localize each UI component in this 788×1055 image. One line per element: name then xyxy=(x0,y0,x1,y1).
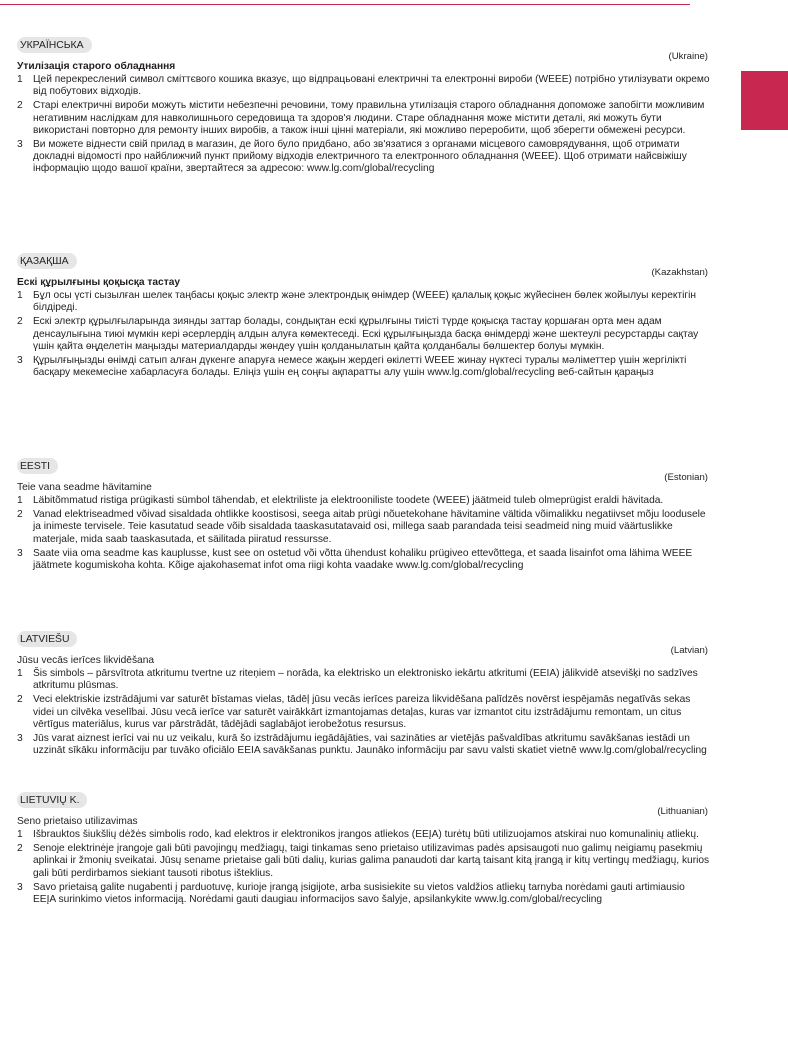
section-heading: Ескі құрылғыны қоқысқа тастау xyxy=(17,277,181,288)
list-item: 2 Veci elektriskie izstrādājumi var saturēt bīstamas vielas, tādēļ jūsu vecās ierīces pareiza likvidēšana palīdzēs novērst iespējamās negatīvās sekas videi un cilvēka veselībai. Jūsu vecā ierīce var saturēt vairākkārt izmantojamas detaļas, kuras var izmantot citu izstrādājumu remontam, un citus vērtīgus materiālus, kurus var pārstrādāt, tādējādi saglabājot ierobežotus resursus. xyxy=(17,694,691,730)
item-text: Бұл осы үсті сызылған шелек таңбасы қоқыс электр және электрондық өнімдер (WEEE) қалалық қоқыс жүйесінен бөлек жойылуы керектігін білдіреді. xyxy=(33,290,696,314)
item-text: Ви можете віднести свій прилад в магазин, де його було придбано, або зв'язатися з органами місцевого самоврядування, щоб отримати докладні відомості про найближчий пункт прийому відходів електричного та електронного обладнання (WEEE). Щоб отримати найсвіжішу інформацію щодо вашої країни, звертайтеся за адресою: www.lg.com/global/recycling xyxy=(33,139,687,175)
language-label: LIETUVIŲ K. xyxy=(17,792,87,808)
list-item: 2 Старі електричні вироби можуть містити небезпечні речовини, тому правильна утилізація старого обладнання допоможе запобігти можливим негативним наслідкам для навколишнього середовища та здоров'я людини. Старе обладнання може містити деталі, які можуть бути використані повторно для ремонту інших виробів, а також інші цінні матеріали, які можливо переробити, щоб зберегти обмежені ресурси. xyxy=(17,100,705,136)
item-text: Цей перекреслений символ сміттєвого кошика вказує, що відпрацьовані електричні та електронні вироби (WEEE) потрібно утилізувати окремо від побутових відходів. xyxy=(33,74,710,98)
list-item: 3 Ви можете віднести свій прилад в магазин, де його було придбано, або зв'язатися з органами місцевого самоврядування, щоб отримати докладні відомості про найближчий пункт прийому відходів електричного та електронного обладнання (WEEE). Щоб отримати найсвіжішу інформацію щодо вашої країни, звертайтеся за адресою: www.lg.com/global/recycling xyxy=(17,139,687,175)
country-label: (Latvian) xyxy=(670,645,708,656)
language-label: ҚАЗАҚША xyxy=(17,253,77,269)
item-text: Ескі электр құрылғыларында зиянды заттар болады, сондықтан ескі құрылғыны тиісті түрде қоқысқа тастау қоршаған орта мен адам денсаулығына тиюі мүмкін кері әсерлердің алдын алуға көмектеседі. Ескі құрылғыңызда басқа өнімдерді және шектеулі ресурстарды сақтау үшін қайта өңделетін маңызды материалдарды жөндеу үшін қолданылатын қайта қолданбалы бөлшектер болуы мүмкін. xyxy=(33,316,699,352)
country-label: (Kazakhstan) xyxy=(651,267,708,278)
item-text: Senoje elektrinėje įrangoje gali būti pavojingų medžiagų, taigi tinkamas seno prietaiso utilizavimas padės apsisaugoti nuo galimų neigiamų pasekmių aplinkai ir žmonių sveikatai. Jūsų sename prietaise gali būti dalių, kurias galima panaudoti dar kartą taisant kitą įrangą ir kitų vertingų medžiagų, kurios gali būti perdirbamos siekiant tausoti ribotus išteklius. xyxy=(33,843,710,879)
document-body xyxy=(17,35,710,908)
section-kazakh xyxy=(17,251,710,456)
top-rule xyxy=(0,4,690,5)
list-item: 1 Išbrauktos šiukšlių dėžės simbolis rodo, kad elektros ir elektronikos įrangos atliekos (EEĮA) turėtų būti utilizuojamos atskirai nuo komunalinių atliekų. xyxy=(17,829,699,840)
item-list xyxy=(17,290,710,379)
list-item: 1 Läbitõmmatud ristiga prügikasti sümbol tähendab, et elektriliste ja elektrooniliste toodete (WEEE) jäätmeid tuleb olmeprügist eraldi hävitada. xyxy=(17,495,664,506)
language-label: УКРАЇНСЬКА xyxy=(17,37,92,53)
side-tab xyxy=(741,71,788,130)
item-list xyxy=(17,668,710,757)
item-text: Läbitõmmatud ristiga prügikasti sümbol tähendab, et elektriliste ja elektrooniliste toodete (WEEE) jäätmeid tuleb olmeprügist eraldi hävitada. xyxy=(33,495,664,506)
list-item: 1 Šis simbols – pārsvītrota atkritumu tvertne uz riteņiem – norāda, ka elektrisko un elektronisko iekārtu atkritumi (EEIA) jālikvidē atsevišķi no sadzīves atkritumu plūsmas. xyxy=(17,668,698,692)
item-text: Құрылғыңызды өнімді сатып алған дүкенге апаруға немесе жақын жердегі өкілетті WEEE жинау нүктесі туралы мәліметтер үшін жергілікті басқару мекемесіне хабарласуға болады. Еліңіз үшін ең соңғы ақпаратты алу үшін www.lg.com/global/recycling веб-сайтын қараңыз xyxy=(33,355,687,379)
item-text: Išbrauktos šiukšlių dėžės simbolis rodo, kad elektros ir elektronikos įrangos atliekos (EEĮA) turėtų būti utilizuojamos atskirai nuo komunalinių atliekų. xyxy=(33,829,699,840)
language-label: LATVIEŠU xyxy=(17,631,77,647)
list-item: 2 Senoje elektrinėje įrangoje gali būti pavojingų medžiagų, taigi tinkamas seno prietaiso utilizavimas padės apsisaugoti nuo galimų neigiamų pasekmių aplinkai ir žmonių sveikatai. Jūsų sename prietaise gali būti dalių, kurias galima panaudoti dar kartą taisant kitą įrangą ir kitų vertingų medžiagų, kurios gali būti perdirbamos siekiant tausoti ribotus išteklius. xyxy=(17,843,710,879)
item-text: Šis simbols – pārsvītrota atkritumu tvertne uz riteņiem – norāda, ka elektrisko un elektronisko iekārtu atkritumi (EEIA) jālikvidē atsevišķi no sadzīves atkritumu plūsmas. xyxy=(33,668,698,692)
section-heading: Seno prietaiso utilizavimas xyxy=(17,816,138,827)
section-lithuanian xyxy=(17,790,710,906)
list-item: 1 Бұл осы үсті сызылған шелек таңбасы қоқыс электр және электрондық өнімдер (WEEE) қалалық қоқыс жүйесінен бөлек жойылуы керектігін білдіреді. xyxy=(17,290,696,314)
section-latvian xyxy=(17,629,710,790)
country-label: (Estonian) xyxy=(664,472,708,483)
list-item: 3 Jūs varat aiznest ierīci vai nu uz veikalu, kurā šo izstrādājumu iegādājāties, vai sazināties ar vietējās pašvaldības atkritumu savākšanas iestādi un uzzināt sīkāku informāciju par tuvāko oficiālo EEIA savākšanas punktu. Jaunāko informāciju par savu valsti skatiet vietnē www.lg.com/global/recycling xyxy=(17,733,707,757)
language-label: EESTI xyxy=(17,458,58,474)
item-text: Veci elektriskie izstrādājumi var saturēt bīstamas vielas, tādēļ jūsu vecās ierīces pareiza likvidēšana palīdzēs novērst iespējamās negatīvās sekas videi un cilvēka veselībai. Jūsu vecā ierīce var saturēt vairākkārt izmantojamas detaļas, kuras var izmantot citu izstrādājumu remontam, un citus vērtīgus materiālus, kurus var pārstrādāt, tādējādi saglabājot ierobežotus resursus. xyxy=(33,694,691,730)
section-heading: Jūsu vecās ierīces likvidēšana xyxy=(17,655,155,666)
item-text: Saate viia oma seadme kas kauplusse, kust see on ostetud või võtta ühendust kohaliku prügiveo ettevõttega, et saada lisainfot oma lähima WEEE jäätmete kogumiskoha kohta. Kõige ajakohasemat infot oma riigi kohta vaadake www.lg.com/global/recycling xyxy=(33,547,693,572)
list-item: 1 Цей перекреслений символ сміттєвого кошика вказує, що відпрацьовані електричні та електронні вироби (WEEE) потрібно утилізувати окремо від побутових відходів. xyxy=(17,74,710,98)
list-item: 2 Ескі электр құрылғыларында зиянды заттар болады, сондықтан ескі құрылғыны тиісті түрде қоқысқа тастау қоршаған орта мен адам денсаулығына тиюі мүмкін кері әсерлердің алдын алуға көмектеседі. Ескі құрылғыңызда басқа өнімдерді және шектеулі ресурстарды сақтау үшін қайта өңделетін маңызды материалдарды жөндеу үшін қолданылатын қайта қолданбалы бөлшектер болуы мүмкін. xyxy=(17,316,699,352)
item-text: Старі електричні вироби можуть містити небезпечні речовини, тому правильна утилізація старого обладнання допоможе запобігти можливим негативним наслідкам для навколишнього середовища та здоров'я людини. Старе обладнання може містити деталі, які можуть бути використані повторно для ремонту інших виробів, а також інші цінні матеріали, які можливо переробити, щоб зберегти обмежені ресурси. xyxy=(33,100,705,136)
section-heading: Teie vana seadme hävitamine xyxy=(17,482,152,493)
country-label: (Ukraine) xyxy=(668,51,708,62)
section-estonian xyxy=(17,456,710,629)
section-heading: Утилізація старого обладнання xyxy=(17,61,176,72)
item-list xyxy=(17,74,710,176)
list-item: 3 Savo prietaisą galite nugabenti į parduotuvę, kurioje įrangą įsigijote, arba susisiekite su vietos valdžios atliekų tarnyba norėdami gauti artimiausio EEĮA surinkimo vietos informaciją. Norėdami gauti daugiau informacijos savo šalyje, apsilankykite www.lg.com/global/recycling xyxy=(17,881,685,906)
item-text: Jūs varat aiznest ierīci vai nu uz veikalu, kurā šo izstrādājumu iegādājāties, vai sazināties ar vietējās pašvaldības atkritumu savākšanas iestādi un uzzināt sīkāku informāciju par tuvāko oficiālo EEIA savākšanas punktu. Jaunāko informāciju par savu valsti skatiet vietnē www.lg.com/global/recycling xyxy=(33,733,707,757)
country-label: (Lithuanian) xyxy=(657,806,708,817)
item-list xyxy=(17,495,710,572)
list-item: 2 Vanad elektriseadmed võivad sisaldada ohtlikke koostisosi, seega aitab prügi nõuetekohane hävitamine vältida võimalikku negatiivset mõju loodusele ja inimeste tervisele. Teie kasutatud seade võib sisaldada taaskasutatavaid osi, millega saab parandada teisi seadmeid ning muid väärtuslikke materjale, mida saab taaskasutada, et säilitada piiratud ressursse. xyxy=(17,509,706,545)
list-item: 3 Құрылғыңызды өнімді сатып алған дүкенге апаруға немесе жақын жердегі өкілетті WEEE жинау нүктесі туралы мәліметтер үшін жергілікті басқару мекемесіне хабарласуға болады. Еліңіз үшін ең соңғы ақпаратты алу үшін www.lg.com/global/recycling веб-сайтын қараңыз xyxy=(17,355,687,379)
item-list xyxy=(17,829,710,906)
list-item: 3 Saate viia oma seadme kas kauplusse, kust see on ostetud või võtta ühendust kohaliku prügiveo ettevõttega, et saada lisainfot oma lähima WEEE jäätmete kogumiskoha kohta. Kõige ajakohasemat infot oma riigi kohta vaadake www.lg.com/global/recycling xyxy=(17,547,693,572)
item-text: Vanad elektriseadmed võivad sisaldada ohtlikke koostisosi, seega aitab prügi nõuetekohane hävitamine vältida võimalikku negatiivset mõju loodusele ja inimeste tervisele. Teie kasutatud seade võib sisaldada taaskasutatavaid osi, millega saab parandada teisi seadmeid ning muid väärtuslikke materjale, mida saab taaskasutada, et säilitada piiratud ressursse. xyxy=(33,509,706,545)
section-ukrainian xyxy=(17,35,710,251)
item-text: Savo prietaisą galite nugabenti į parduotuvę, kurioje įrangą įsigijote, arba susisiekite su vietos valdžios atliekų tarnyba norėdami gauti artimiausio EEĮA surinkimo vietos informaciją. Norėdami gauti daugiau informacijos savo šalyje, apsilankykite www.lg.com/global/recycling xyxy=(33,881,685,906)
